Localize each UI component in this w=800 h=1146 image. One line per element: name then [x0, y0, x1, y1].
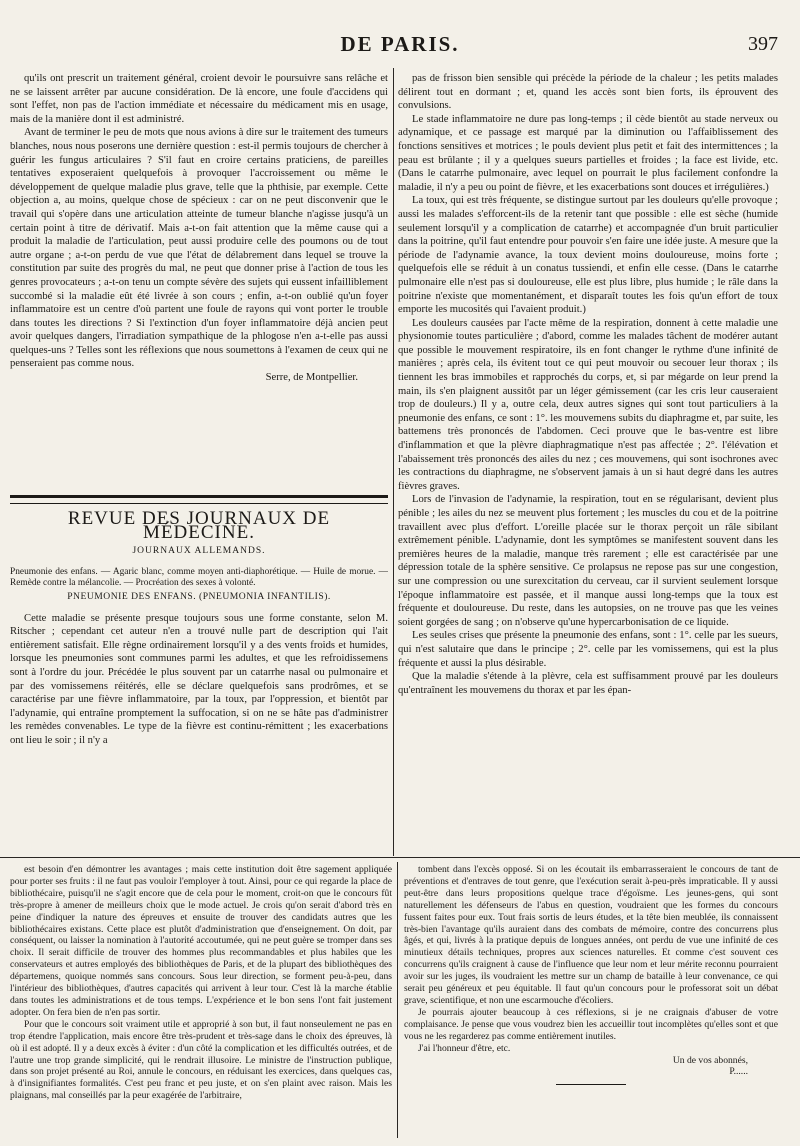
- section-separator-rule: [10, 495, 388, 504]
- section-title: REVUE DES JOURNAUX DE MÉDECINE.: [67, 508, 331, 543]
- body-paragraph: Les seules crises que présente la pneumonie des enfans, sont : 1°. celle par les sueurs, qui n'est salutaire que dans le principe ; 2°. celle par les vomissemens, qui est la plus fréquente et aussi la plus désirable.: [398, 630, 778, 669]
- right-upper-column: [398, 72, 778, 854]
- author-signature: Serre, de Montpellier.: [265, 372, 358, 384]
- left-upper-column: [10, 72, 388, 472]
- right-lower-column: [404, 864, 778, 1140]
- running-title: DE PARIS.: [340, 32, 460, 56]
- letter-paragraph: Je pourrais ajouter beaucoup à ces réflexions, si je ne craignais d'abuser de votre complaisance. Je pense que vous voudrez bien les accueillir tout incomplètes qu'elles sont et que vous ne les regarderez pas comme entièrement inutiles.: [404, 1006, 778, 1042]
- body-paragraph: pas de frisson bien sensible qui précède la période de la chaleur ; les petits malades délirent tout en dormant ; et, quand les accès sont bien forts, ils éprouvent des convulsions.: [398, 73, 778, 112]
- letter-paragraph: tombent dans l'excès opposé. Si on les écoutait ils embarrasseraient le concours de tant de préventions et d'entraves de tout genre, que l'exécution serait à-peu-près impraticable. Il y aussi peut-être dans leurs propositions quelque trace d'égoïsme. Les jeunes-gens, qui sont naturellement les défenseurs de l'abus en question, voudraient que les formes du concours fussent faites pour eux. Tout frais sortis de leurs études, et la tête bien meublée, ils connaissent très-bien l'avantage qu'ils auraient dans des combats de mémoire, contre des concurrens plus âgés, et qui, livrés à la pratique depuis de longues années, ont perdu de vue une infinité de ces minutieux détails techniques, propres aux sciences naturelles. Et comme c'est souvent ces concurrens qu'ils craignent à cause de l'influence que leur nom et leur mérite reconnu pourraient avoir sur les juges, ils voudraient les mettre sur un champ de bataille à leur convenance, ce qui serait peu généreux et peu équitable. Il faut qu'un concours pour le professorat soit un débat grave, scientifique, et non une escarmouche d'écoliers.: [404, 864, 778, 1006]
- body-paragraph: Le stade inflammatoire ne dure pas long-temps ; il cède bientôt au stade nerveux ou adynamique, et ce passage est marqué par la diminution ou l'affaiblissement des fonctions sensitives et motrices ; le pouls devient plus petit et fait des intermittences ; la peau est brûlante ; il y a quelques sueurs partielles et froides ; la face est livide, etc. (Dans le catarrhe pulmonaire, avec lequel on pourrait le plus facilement confondre la maladie, il n'y a peu ou point de fièvre, et les exacerbations sont douces et irrégulières.): [398, 113, 778, 193]
- section-divider-rule: [0, 857, 800, 858]
- body-paragraph: Que la maladie s'étende à la plèvre, cela est suffisamment prouvé par les douleurs qu'entraînent les mouvemens du thorax et par les épan-: [398, 671, 778, 696]
- column-divider: [397, 862, 398, 1138]
- page-number: 397: [748, 33, 778, 55]
- letter-signature: P......: [729, 1066, 748, 1078]
- article-heading: PNEUMONIE DES ENFANS. (PNEUMONIA INFANTILIS).: [67, 590, 331, 602]
- body-paragraph: Cette maladie se présente presque toujours sous une forme constante, selon M. Ritscher ; cependant cet auteur n'en a trouvé nulle part de description qui l'ait entièrement satisfait. Elle règne ordinairement lorsqu'il y a des vents froids et humides, lorsque les pneumonies sont communes parmi les adultes, et que les refroidissemens sont à l'ordre du jour. Précédée le plus souvent par un catarrhe nasal ou pulmonaire et par des vomissemens réitérés, elle se déclare quelquefois sans prodrômes, et se caractérise par une fièvre inflammatoire, par la toux, par l'oppression, et bientôt par l'adynamie, qui entraîne promptement la suffocation, si on ne se hâte pas d'administrer les remèdes convenables. Le type de la fièvre est continu-rémittent ; les exacerbations ont lieu le soir ; il n'y a: [10, 612, 388, 746]
- body-paragraph: Avant de terminer le peu de mots que nous avions à dire sur le traitement des tumeurs blanches, nous nous poserons une dernière question : est-il permis toujours de chercher à guérir les fungus articulaires ? S'il faut en croire certains praticiens, de pareilles tentatives exposeraient quelquefois à provoquer l'accroissement ou même le développement de quelque maladie plus grave, telle que la phthisie, par exemple. Cette objection a, au moins, quelque chose de spécieux : car on ne peut disconvenir que le travail qui s'opère dans une articulation atteinte de tumeur blanche n'agisse jusqu'à un certain point à titre de dérivatif. Mais a-t-on fait attention que la même cause qui a produit la maladie de l'articulation, peut aussi produire celle des poumons ou de tout autre organe ; a-t-on perdu de vue que l'état de délabrement dans lequel se trouve la constitution par suite des progrès du mal, ne peut que donner prise à l'action de tous les genres provocateurs ; a-t-on tenu un compte sévère des sujets qui eussent infailliblement succombé si la maladie eût été livrée à son cours ; enfin, a-t-on oublié qu'un foyer inflammatoire est un centre d'où partent une foule de rayons qui vont porter le trouble dans toutes les directions ? Si l'extinction d'un foyer inflammatoire déjà ancien peut avoir quelques dangers, l'irradiation sympathique de la phlogose n'en a-t-elle pas aussi quelques-uns ? Telles sont les réflexions que nous soumettons à l'examen de ceux qui ne penseraient pas comme nous.: [10, 127, 388, 370]
- page-header: [0, 32, 800, 58]
- closing-rule: [556, 1084, 626, 1085]
- section-rubric: JOURNAUX ALLEMANDS.: [132, 546, 266, 557]
- section-summary: Pneumonie des enfans. — Agaric blanc, comme moyen anti-diaphorétique. — Huile de morue. — Remède contre la mélancolie. — Procréation des sexes à volonté.: [10, 566, 388, 589]
- letter-salutation: Un de vos abonnés,: [672, 1054, 748, 1066]
- body-paragraph: Lors de l'invasion de l'adynamie, la respiration, tout en se régularisant, devient plus pénible ; les ailes du nez se meuvent plus fortement ; les muscles du cou et de la poitrine travaillent avec plus d'effort. L'oreille placée sur le thorax perçoit un râle sibilant extrêmement pénible. L'adynamie, dont les symptômes se manifestent souvent dans les premières heures de la maladie, manque très rarement ; elle est caractérisée par une dépression totale de la sphère sensitive. Ce prolapsus ne repose pas sur une congestion, sur une compression ou une surexcitation du cerveau, car il survient seulement lorsque l'époque inflammatoire est passée, et il manque aussi long-temps que la toux est fréquente et douloureuse. Du reste, dans les autopsies, on ne trouve pas que les veines soient gorgées de sang ; on n'observe qu'une hypercarbonisation de ce liquide.: [398, 494, 778, 628]
- left-lower-column: [10, 864, 392, 1140]
- body-paragraph: La toux, qui est très fréquente, se distingue surtout par les douleurs qu'elle provoque ; aussi les malades s'efforcent-ils de la retenir tant que possible : elle est sèche (humide seulement lorsqu'il y a complication de catarrhe) et accompagnée d'un bruit particulier dans la poitrine, qu'il faut entendre pour pouvoir s'en faire une idée juste. A mesure que la période de l'adynamie avance, la toux devient moins douloureuse, moins forte ; quelquefois elle se réduit à un conatus tussiendi, et enfin elle cesse. (Dans le catarrhe pulmonaire elle n'est pas si douloureuse, elle est plus libre, plus humide ; le râle dans la poitrine n'existe que momentanément, et disparaît toutes les fois qu'un effort de toux emporte les mucosités qui l'avaient produit.): [398, 195, 778, 316]
- letter-paragraph: J'ai l'honneur d'être, etc.: [418, 1042, 511, 1054]
- revue-section: [10, 508, 388, 848]
- letter-paragraph: est besoin d'en démontrer les avantages ; mais cette institution doit être sagement appliquée pour porter ses fruits : il ne faut pas vouloir l'employer à tout. Ainsi, pour ce qui regarde la place de bibliothécaire, puisqu'il ne s'agit encore que de cela pour le moment, croit-on que le concours fût très-propre à amener de meilleurs choix que le mode actuel. Je crois qu'on serait d'abord très en peine d'indiquer la nature des épreuves et ensuite de trouver des candidats autres que les bibliothécaires existans. Cette place est plutôt d'administration que d'enseignement. On doit, par conséquent, ou laisser la nomination à l'autorité accoutumée, qui ne peut guère se tromper dans ses choix. Il serait difficile de trouver des hommes plus recommandables et plus habiles que les conservateurs et autres employés des bibliothèques de Paris, et de la plupart des bibliothèques des départemens, quoique nommés sans concours. Sous leur direction, se forment peu-à-peu, dans l'intérieur des bibliothèques, d'autres capacités qui arrivent à leur tour. C'est là la marche établie dans toutes les administrations et de tous temps. L'expérience et le bon sens l'ont fait justement adopter. On fera bien de n'en pas sortir.: [10, 864, 392, 1018]
- column-divider: [393, 68, 394, 856]
- body-paragraph: qu'ils ont prescrit un traitement général, croient devoir le poursuivre sans relâche et ne se laissent arrêter par aucune considération. De là encore, une foule d'accidens qui sont l'effet, non pas de l'action immédiate et nécessaire du médicament mis en usage, mais de la manière dont il est administré.: [10, 73, 388, 125]
- letter-paragraph: Pour que le concours soit vraiment utile et approprié à son but, il faut nonseulement ne pas en trop étendre l'application, mais encore être très-prudent et très-sage dans le choix des épreuves, là où il est adopté. Il y a deux excès à éviter : d'un côté la complication et les difficultés outrées, et de l'autre une trop grande simplicité, qui le rendrait illusoire. Le ministre de l'instruction publique, dans son projet présenté au Roi, annule le concours, en réduisant les exercices, dans quelques cas, à d'insignifiantes formalités. C'est peu franc et peu juste, et on s'en plaint avec raison. Mais les plaignans, mal conseillés par la peur exagérée de l'arbitraire,: [10, 1018, 392, 1102]
- body-paragraph: Les douleurs causées par l'acte même de la respiration, donnent à cette maladie une physionomie toutes particulière ; d'abord, comme les malades tâchent de modérer autant que possible le mouvement respiratoire, ils en font changer le rythme d'une infinité de manières ; après cela, ils évitent tout ce qui peut mouvoir ou secouer leur thorax ; ils tiennent les bras immobiles et rapprochés du corps, et, si par mégarde on leur prend la main, ils s'en plaignent aussitôt par un léger gémissement (car les cris leur causeraient trop de douleurs.) Il y a, outre cela, deux autres signes qui sont tout particuliers à la pneumonie des enfans, ce sont : 1°. les mouvemens subits du diaphragme et, par suite, les battemens très prononcés de l'abdomen. Ceci prouve que le bas-ventre est libre d'inflammation et que la plèvre diaphragmatique n'est pas affectée ; 2°. l'élévation et l'abaissement très prononcés des ailes du nez ; ces mouvemens, qui sont isochrones avec les contractions du diaphragme, ne s'observent jamais à un si haut degré dans les autres fièvres graves.: [398, 317, 778, 492]
